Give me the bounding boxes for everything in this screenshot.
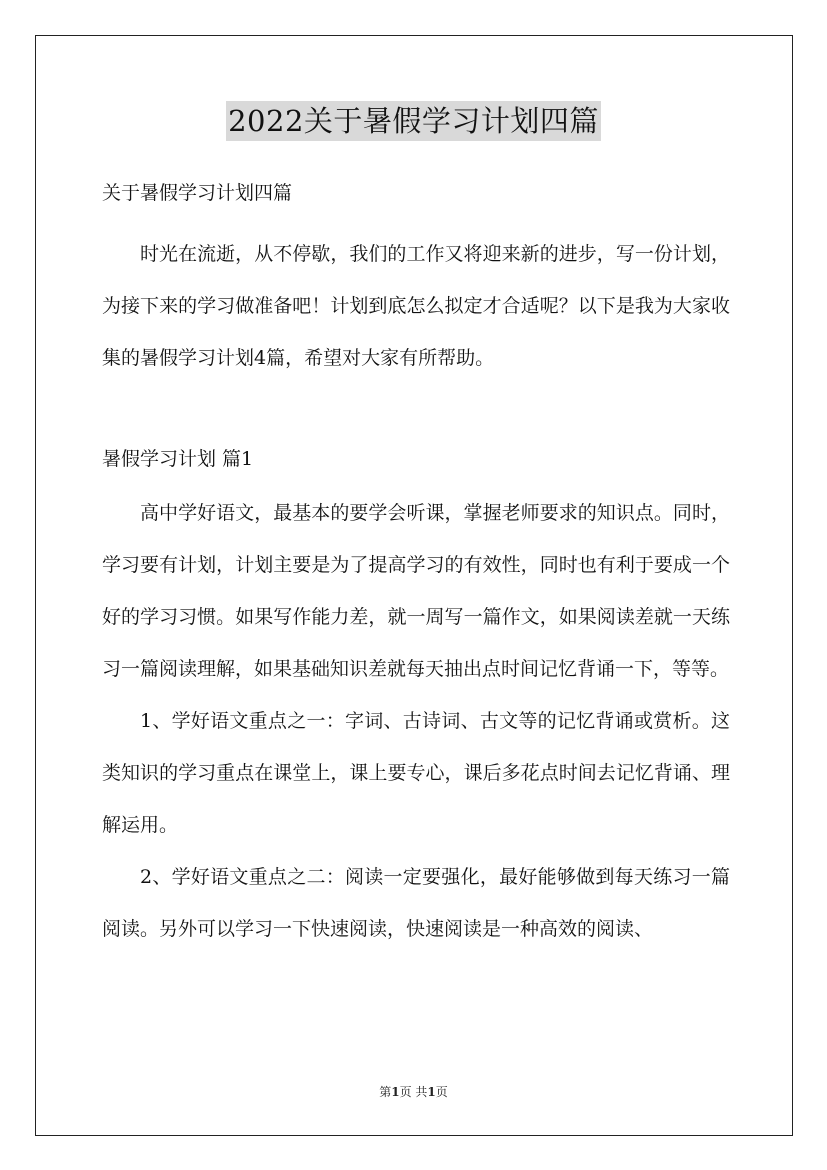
section-paragraph: 高中学好语文，最基本的要学会听课，掌握老师要求的知识点。同时，学习要有计划，计划主要是为了提高学习的有效性，同时也有利于要成一个好的学习习惯。如果写作能力差，就一周写一篇作文，如果阅读差就一天练习一篇阅读理解，如果基础知识差就每天抽出点时间记忆背诵一下，等等。	[102, 502, 730, 680]
list-item: 2、学好语文重点之二：阅读一定要强化，最好能够做到每天练习一篇阅读。另外可以学习一下快速阅读，快速阅读是一种高效的阅读、	[102, 866, 730, 940]
list-item: 1、学好语文重点之一：字词、古诗词、古文等的记忆背诵或赏析。这类知识的学习重点在课堂上，课上要专心，课后多花点时间去记忆背诵、理解运用。	[102, 710, 730, 836]
footer-page-total: 1	[427, 1085, 436, 1099]
document-title: 2022关于暑假学习计划四篇	[226, 101, 601, 141]
footer-middle: 页 共	[399, 1085, 428, 1099]
document-subtitle: 关于暑假学习计划四篇	[102, 182, 293, 204]
page-footer	[0, 1083, 827, 1101]
intro-paragraph: 时光在流逝，从不停歇，我们的工作又将迎来新的进步，写一份计划，为接下来的学习做准备吧！计划到底怎么拟定才合适呢？以下是我为大家收集的暑假学习计划4篇，希望对大家有所帮助。	[102, 243, 730, 369]
title-container	[0, 101, 827, 141]
section-heading: 暑假学习计划 篇1	[102, 448, 254, 470]
footer-suffix: 页	[435, 1085, 448, 1099]
footer-page-number: 1	[391, 1085, 400, 1099]
footer-prefix: 第	[379, 1085, 392, 1099]
document-body	[102, 176, 730, 955]
